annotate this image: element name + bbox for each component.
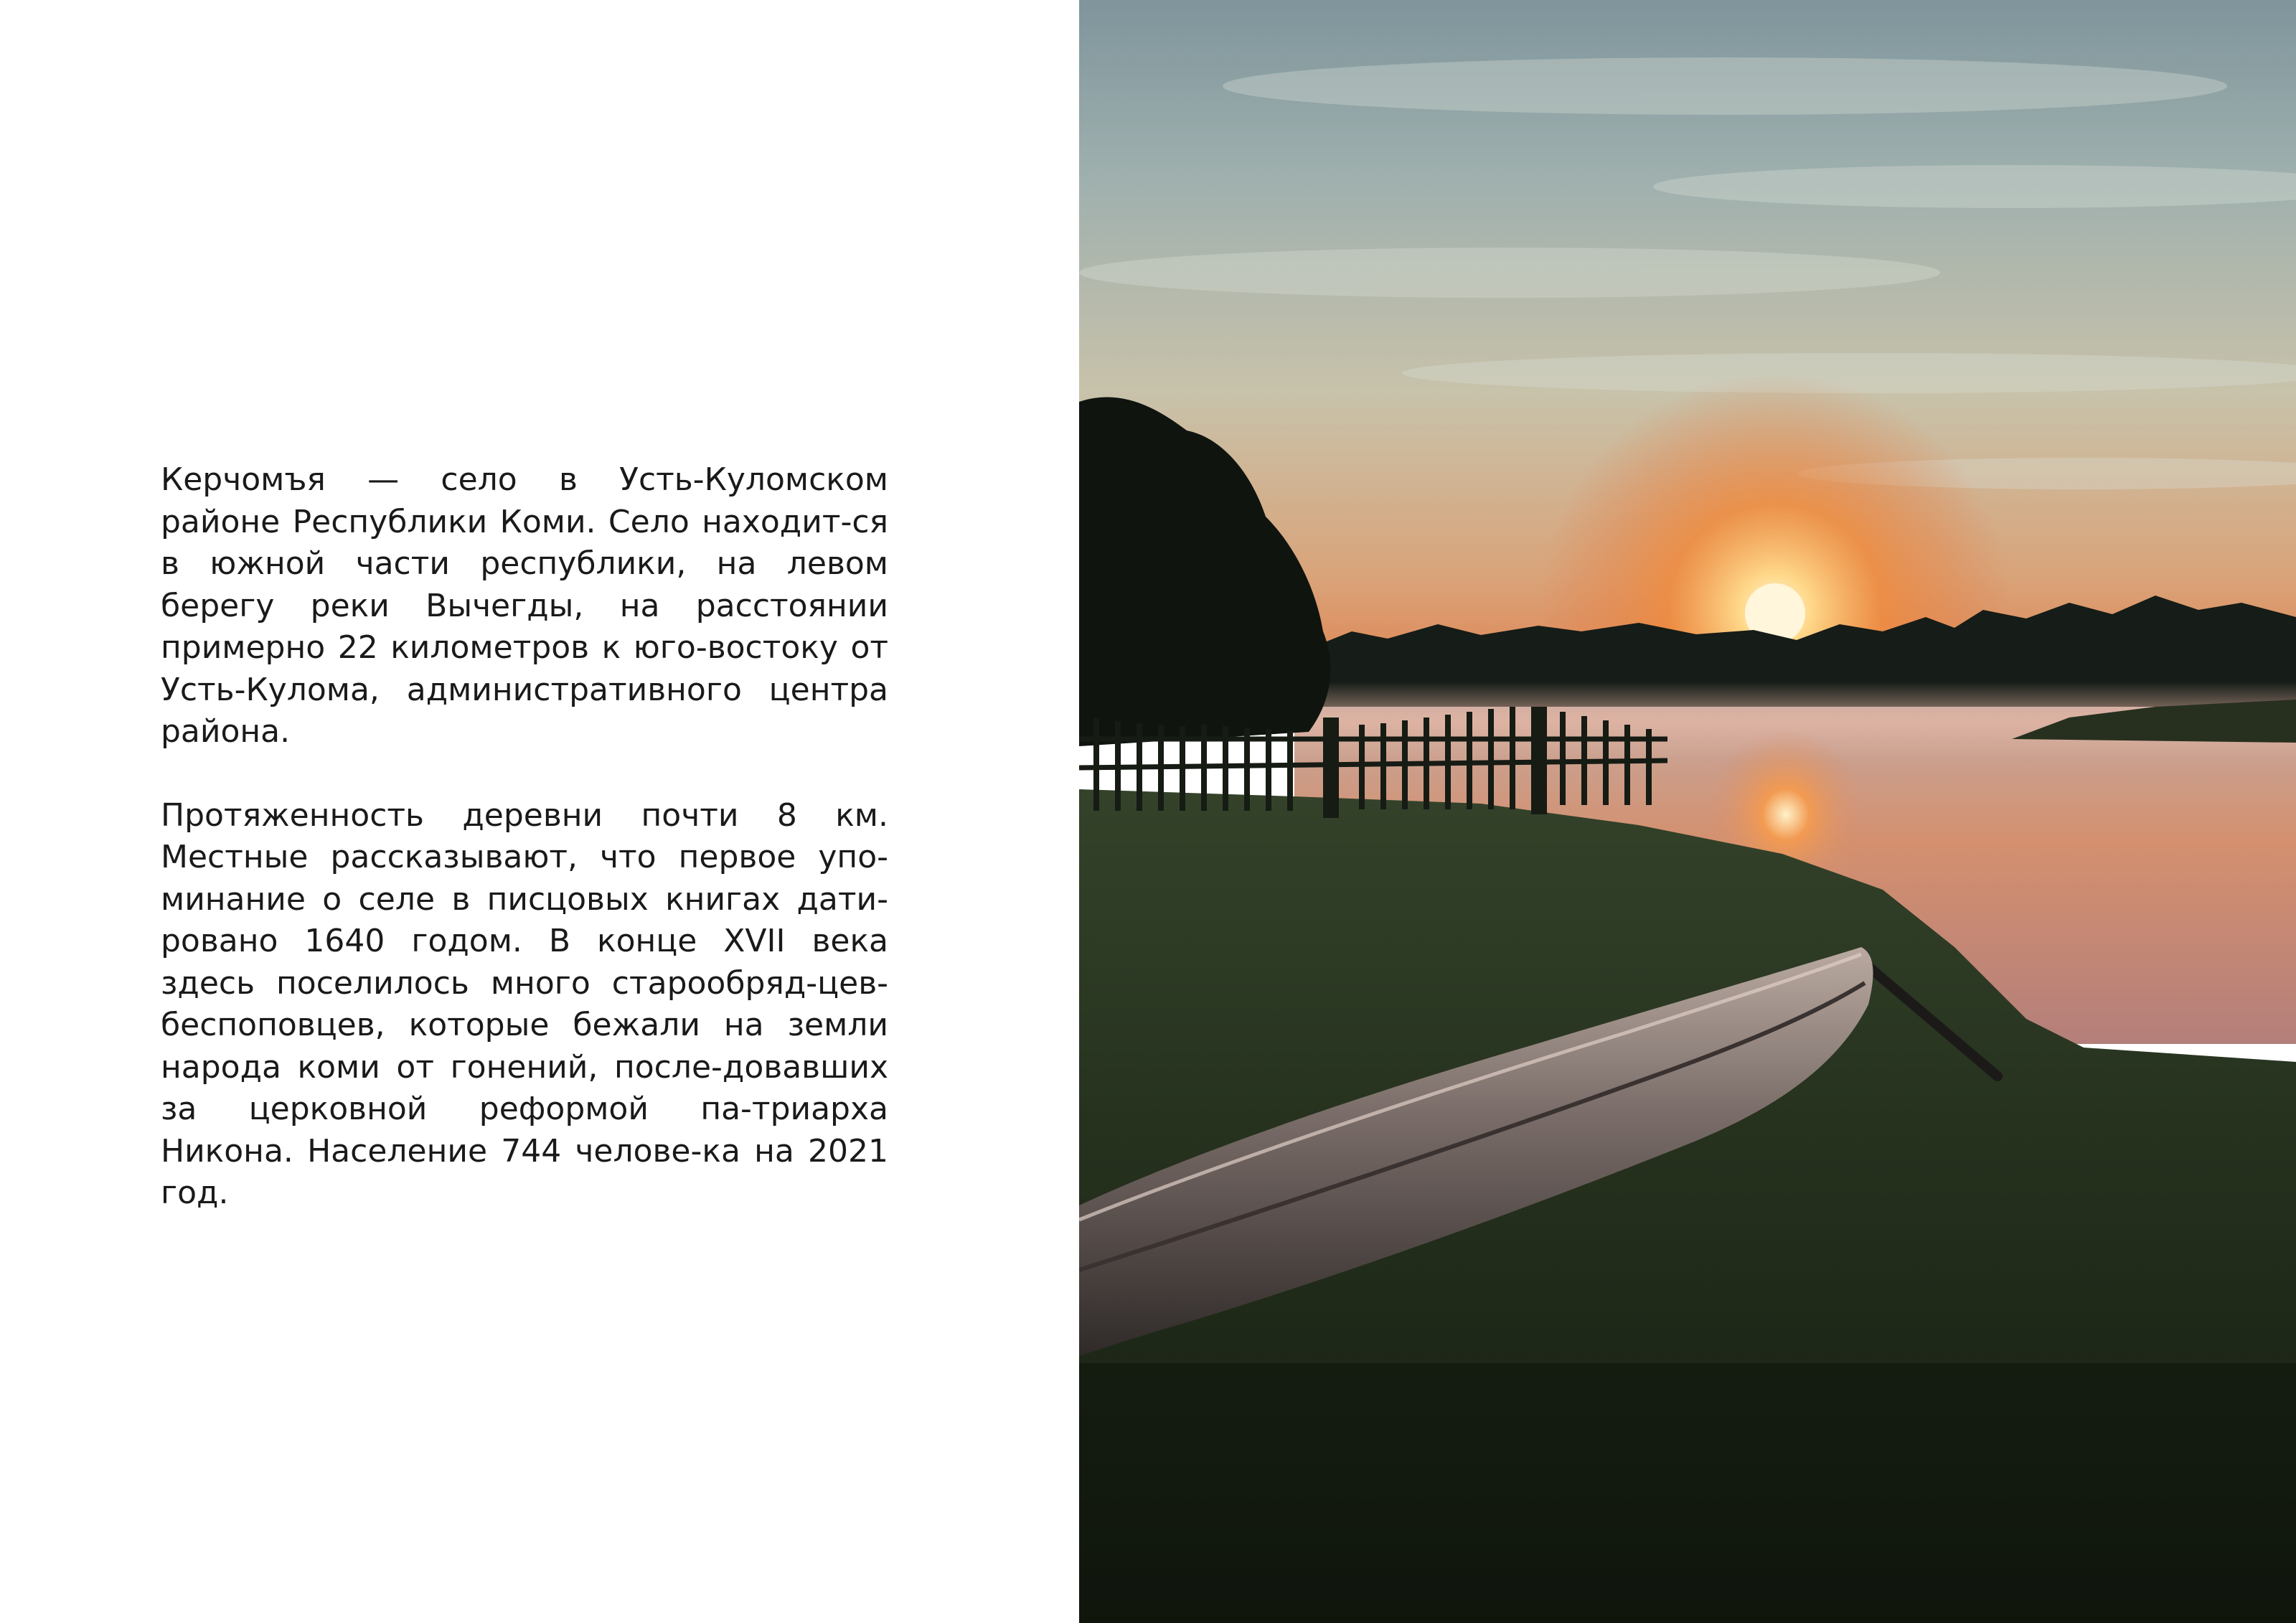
paragraph-history: Протяженность деревни почти 8 км. Местные рассказывают, что первое упо-минание о селе в писцовых книгах дати-ровано 1640 годом. В конце XVII века здесь поселилось много старообряд-цев-беспоповцев, которые бежали на земли народа коми от гонений, после-довавших за церковной реформой па-триарха Никона. Население 744 челове-ка на 2021 год. <box>161 796 888 1211</box>
paragraph-intro: Керчомъя — село в Усть-Куломском районе Республики Коми. Село находит-ся в южной части республики, на левом берегу реки Вычегды, на расстоянии примерно 22 километров к юго-востоку от Усть-Кулома, административного центра района. <box>161 461 888 750</box>
foreground-shade <box>1079 1363 2296 1623</box>
landscape-photo <box>1079 0 2296 1623</box>
text-column <box>161 459 888 1215</box>
